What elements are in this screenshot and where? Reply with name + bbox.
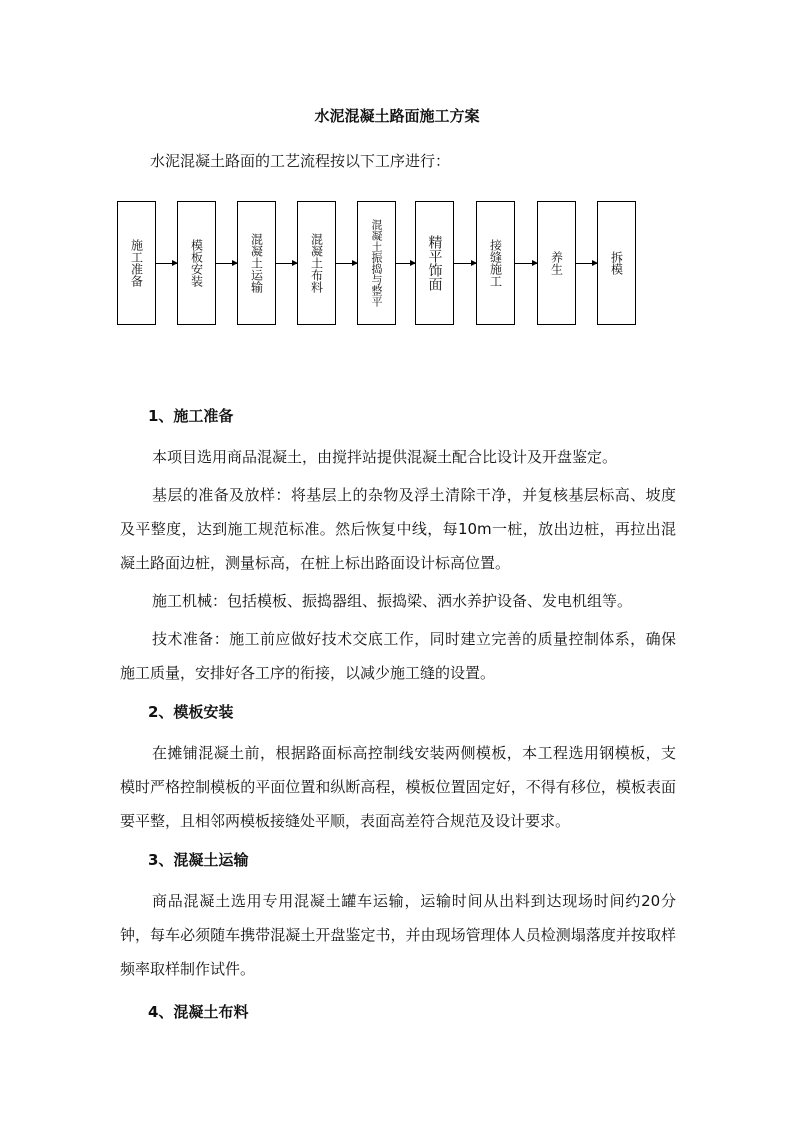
paragraph: 商品混凝土选用专用混凝土罐车运输，运输时间从出料到达现场时间约20分钟，每车必须随车携带混凝土开盘鉴定书，并由现场管理体人员检测塌落度并按取样频率取样制作试件。 — [120, 892, 676, 978]
section-heading: 3、混凝土运输 — [148, 851, 249, 869]
flow-step-label: 混凝土布料 — [309, 233, 324, 293]
flow-step-label: 养生 — [549, 251, 564, 275]
paragraph: 技术准备：施工前应做好技术交底工作，同时建立完善的质量控制体系，确保施工质量，安排好各工序的衔接，以减少施工缝的设置。 — [120, 630, 676, 682]
paragraph: 本项目选用商品混凝土，由搅拌站提供混凝土配合比设计及开盘鉴定。 — [152, 448, 618, 466]
flow-step-6 — [415, 201, 454, 325]
paragraph: 施工机械：包括模板、振捣器组、振捣梁、洒水养护设备、发电机组等。 — [152, 592, 633, 610]
section-heading: 2、模板安装 — [148, 703, 234, 721]
flow-arrow — [454, 263, 476, 264]
flow-step-label: 精平饰面 — [426, 235, 443, 291]
flow-step-label: 混凝土运输 — [249, 233, 264, 293]
flow-arrow — [576, 263, 597, 264]
document-body — [120, 398, 676, 1030]
flow-step-8 — [537, 201, 576, 325]
section-heading: 4、混凝土布料 — [148, 1003, 249, 1021]
flow-arrow — [396, 263, 415, 264]
flow-step-4 — [297, 201, 336, 325]
paragraph: 基层的准备及放样：将基层上的杂物及浮土清除干净，并复核基层标高、坡度及平整度，达到施工规范标准。然后恢复中线，每10m一桩，放出边桩，再拉出混凝土路面边桩，测量标高，在桩上标出路面设计标高位置。 — [120, 486, 676, 572]
flow-step-label: 接缝施工 — [488, 239, 503, 287]
flow-step-1 — [117, 201, 156, 325]
process-flowchart — [117, 201, 637, 327]
document-title: 水泥混凝土路面施工方案 — [314, 107, 480, 125]
intro-text: 水泥混凝土路面的工艺流程按以下工序进行： — [150, 152, 451, 170]
paragraph: 在摊铺混凝土前，根据路面标高控制线安装两侧模板，本工程选用钢模板，支模时严格控制模板的平面位置和纵断高程，模板位置固定好，不得有移位，模板表面要平整，且相邻两模板接缝处平顺，表面高差符合规范及设计要求。 — [120, 744, 676, 830]
flow-step-label: 模板安装 — [189, 239, 204, 287]
section-heading: 1、施工准备 — [148, 407, 234, 425]
flow-step-label: 混凝土振捣与整平 — [370, 219, 383, 307]
flow-arrow — [336, 263, 357, 264]
flow-step-9 — [597, 201, 636, 325]
flow-step-label: 施工准备 — [129, 239, 144, 287]
flow-step-3 — [237, 201, 276, 325]
flow-arrow — [276, 263, 297, 264]
flow-step-5 — [357, 201, 396, 325]
flow-step-2 — [177, 201, 216, 325]
flow-step-7 — [476, 201, 515, 325]
flow-arrow — [156, 263, 177, 264]
flow-arrow — [515, 263, 537, 264]
flow-arrow — [216, 263, 237, 264]
flow-step-label: 拆模 — [609, 251, 624, 275]
